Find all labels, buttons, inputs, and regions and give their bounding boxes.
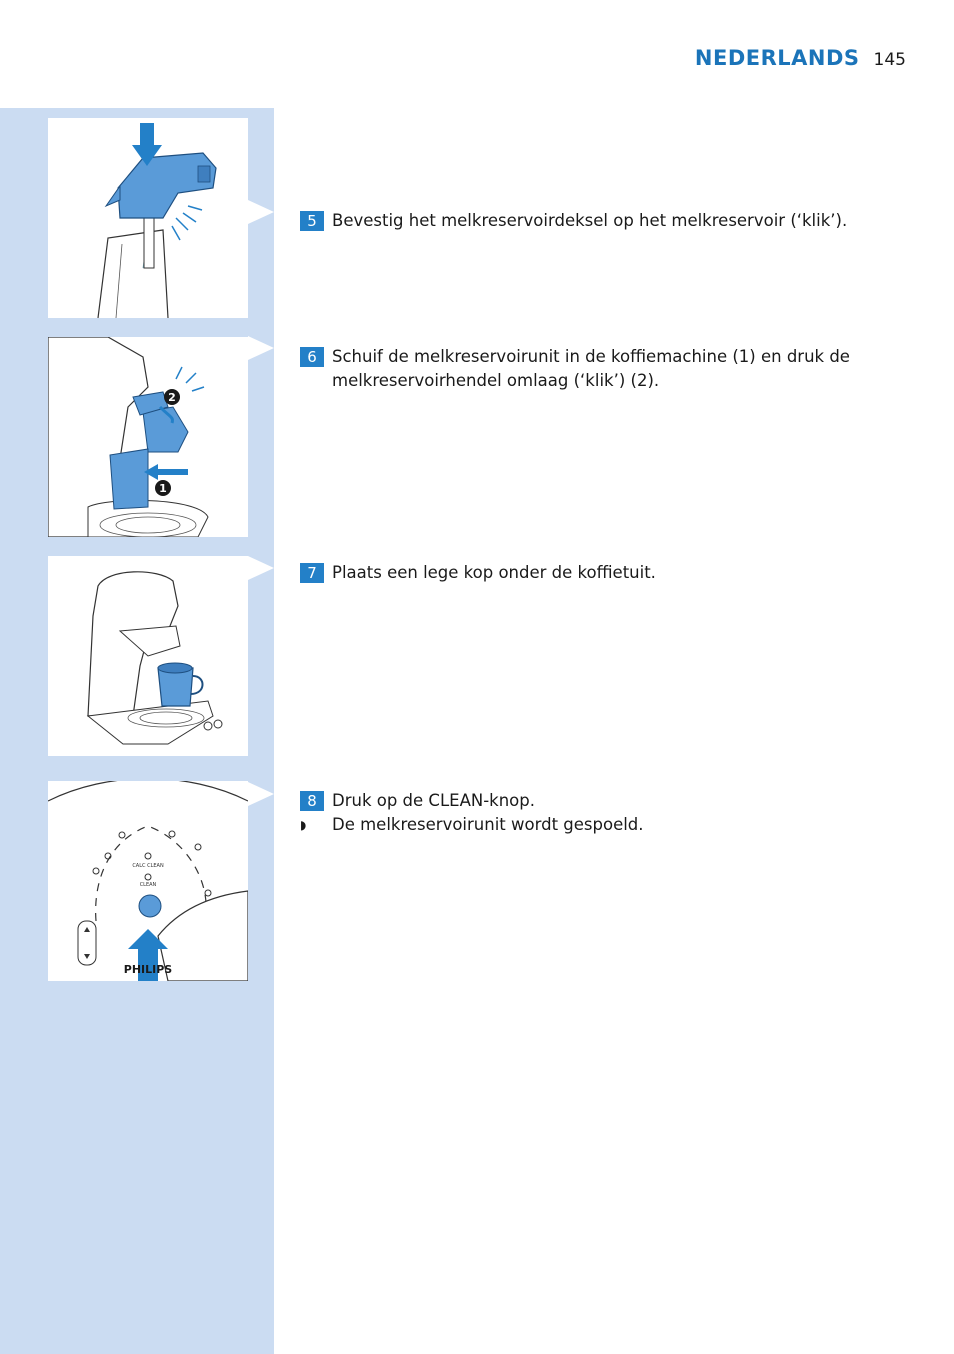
panel-pointer (248, 556, 274, 580)
panel-pointer (248, 336, 274, 360)
step-number: 7 (300, 563, 324, 583)
step-text: Bevestig het melkreservoirdeksel op het melkreservoir (‘klik’). (332, 211, 848, 230)
illustration-insert-unit (48, 337, 248, 537)
step-5 (300, 209, 900, 233)
clean-label: CLEAN (139, 882, 157, 888)
calc-clean-label: CALC CLEAN (132, 863, 164, 869)
step-text: Schuif de melkreservoirunit in de koffiemachine (1) en druk de melkreservoirhendel omlaag (‘klik’) (2). (332, 347, 850, 390)
illustration-control-panel (48, 781, 248, 981)
step-text: Druk op de CLEAN-knop. (332, 791, 535, 810)
page-number: 145 (873, 50, 906, 70)
brand-logo: PHILIPS (123, 963, 173, 976)
language-heading: NEDERLANDS (694, 46, 860, 70)
result-bullet-icon: ◗ (300, 818, 307, 832)
step-text: Plaats een lege kop onder de koffietuit. (332, 563, 656, 582)
page-header (695, 46, 906, 70)
step-7 (300, 561, 900, 585)
step-number: 6 (300, 347, 324, 367)
panel-pointer (248, 782, 274, 806)
marker-2: 2 (168, 391, 176, 404)
step-number: 8 (300, 791, 324, 811)
marker-1: 1 (159, 482, 167, 495)
step-6 (300, 345, 860, 393)
step-8 (300, 789, 900, 837)
panel-pointer (248, 200, 274, 224)
illustration-lid-attach (48, 118, 248, 318)
step-number: 5 (300, 211, 324, 231)
illustration-cup-placement (48, 556, 248, 756)
step-result: De melkreservoirunit wordt gespoeld. (332, 815, 644, 834)
